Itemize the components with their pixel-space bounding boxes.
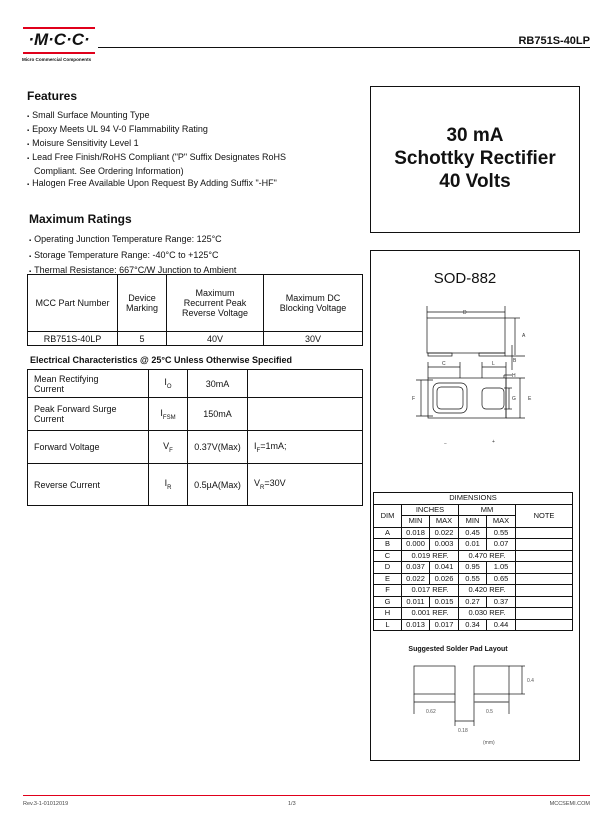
- param: Reverse Current: [28, 464, 149, 506]
- cell: 30V: [264, 332, 363, 346]
- col-header: Maximum Recurrent Peak Reverse Voltage: [167, 275, 264, 332]
- col-header: Maximum DC Blocking Voltage: [264, 275, 363, 332]
- table-row: [374, 573, 573, 585]
- table-row: [28, 370, 363, 398]
- cell: E: [374, 573, 402, 585]
- dim-label-e: E: [528, 396, 532, 402]
- col-header: MAX: [430, 516, 459, 528]
- ratings-table: [27, 274, 363, 346]
- cell: 5: [118, 332, 167, 346]
- list-item: ▪ Operating Junction Temperature Range: 125°C: [29, 233, 236, 249]
- dim-label-g: G: [512, 396, 516, 402]
- note-cell: [516, 562, 573, 574]
- list-item: ▪ Lead Free Finish/RoHS Compliant ("P" Suffix Designates RoHS Compliant. See Ordering Information): [27, 151, 327, 177]
- col-header: NOTE: [516, 504, 573, 527]
- cell: 0.018: [402, 527, 430, 539]
- symbol: V: [163, 440, 170, 451]
- condition: [248, 370, 363, 398]
- footer-site[interactable]: MCCSEMI.COM: [549, 801, 590, 807]
- title-voltage: 40 Volts: [439, 171, 511, 192]
- value: 0.37V(Max): [188, 431, 248, 464]
- table-row: [374, 527, 573, 539]
- cell: 0.017: [430, 619, 459, 631]
- condition: $I_F=1mA$;: [248, 431, 363, 464]
- param: Peak Forward Surge Current: [28, 398, 149, 431]
- elec-table: [27, 369, 363, 506]
- solder-title: Suggested Solder Pad Layout: [408, 646, 508, 653]
- col-header: INCHES: [402, 504, 459, 516]
- cell: 0.37: [487, 596, 516, 608]
- cell: 0.55: [459, 573, 487, 585]
- table-row: [28, 398, 363, 431]
- cell: 0.037: [402, 562, 430, 574]
- cell: 0.000: [402, 539, 430, 551]
- cell: 0.022: [430, 527, 459, 539]
- pad-width-label: 0.62: [426, 709, 436, 715]
- cell: 0.07: [487, 539, 516, 551]
- footer-rev: Rev.3-1-01012019: [23, 801, 69, 807]
- cell: 0.45: [459, 527, 487, 539]
- table-row: [374, 585, 573, 597]
- condition: [248, 398, 363, 431]
- cell: 1.05: [487, 562, 516, 574]
- anode-mark: +: [492, 439, 495, 445]
- footer-page: 1/3: [288, 801, 296, 807]
- symbol-sub: R: [167, 484, 172, 491]
- cell: G: [374, 596, 402, 608]
- elec-heading: Electrical Characteristics @ 25°C Unless Otherwise Specified: [30, 355, 292, 365]
- symbol-sub: FSM: [162, 414, 176, 421]
- cell: RB751S-40LP: [28, 332, 118, 346]
- max-ratings-heading: Maximum Ratings: [29, 212, 132, 226]
- cell: 0.003: [430, 539, 459, 551]
- dim-label-h: H: [512, 373, 516, 379]
- unit-label: (mm): [483, 740, 495, 746]
- cell: 0.019 REF.: [402, 550, 459, 562]
- table-row: [374, 550, 573, 562]
- table-row: [28, 332, 363, 346]
- cell: 40V: [167, 332, 264, 346]
- package-name: SOD-882: [433, 270, 497, 287]
- table-row: [28, 464, 363, 506]
- table-row: [374, 539, 573, 551]
- col-header: MAX: [487, 516, 516, 528]
- list-item: ▪ Epoxy Meets UL 94 V-0 Flammability Rating: [27, 123, 327, 137]
- pad-label: 0.5: [486, 709, 493, 715]
- pad-gap-label: 0.18: [458, 728, 468, 734]
- condition: $V_R=30V$: [248, 464, 363, 506]
- header-rule: [98, 47, 590, 48]
- cathode-mark: −: [444, 441, 447, 447]
- table-row: [374, 608, 573, 620]
- features-list: [27, 109, 327, 191]
- list-item: ▪ Thermal Resistance: 667°C/W Junction to Ambient: [29, 264, 236, 280]
- title-box: [370, 86, 580, 233]
- cell: 0.041: [430, 562, 459, 574]
- list-item: ▪ Small Surface Mounting Type: [27, 109, 327, 123]
- param: Forward Voltage: [28, 431, 149, 464]
- cell: B: [374, 539, 402, 551]
- col-header: MIN: [459, 516, 487, 528]
- cell: L: [374, 619, 402, 631]
- cell: 0.015: [430, 596, 459, 608]
- cell: H: [374, 608, 402, 620]
- cell: 0.013: [402, 619, 430, 631]
- value: 0.5µA(Max): [188, 464, 248, 506]
- max-ratings-list: [29, 233, 236, 280]
- note-cell: [516, 527, 573, 539]
- cell: D: [374, 562, 402, 574]
- cell: 0.01: [459, 539, 487, 551]
- symbol-sub: O: [166, 383, 172, 390]
- col-header: Device Marking: [118, 275, 167, 332]
- cell: 0.65: [487, 573, 516, 585]
- cell: 0.001 REF.: [402, 608, 459, 620]
- note-cell: [516, 596, 573, 608]
- col-header: DIM: [374, 504, 402, 527]
- value: 30mA: [188, 370, 248, 398]
- symbol: I: [164, 377, 167, 388]
- cell: 0.34: [459, 619, 487, 631]
- table-row: [374, 596, 573, 608]
- cell: 0.030 REF.: [459, 608, 516, 620]
- cell: 0.011: [402, 596, 430, 608]
- dim-label-b: B: [513, 358, 517, 364]
- title-type: Schottky Rectifier: [394, 148, 556, 169]
- dim-title: DIMENSIONS: [374, 493, 573, 505]
- cell: 0.470 REF.: [459, 550, 516, 562]
- cell: A: [374, 527, 402, 539]
- package-drawing: [400, 300, 550, 460]
- solder-pad-left: [414, 666, 455, 694]
- dim-label-c: C: [442, 361, 446, 367]
- note-cell: [516, 585, 573, 597]
- cell: 0.44: [487, 619, 516, 631]
- col-header: MCC Part Number: [28, 275, 118, 332]
- cell: 0.55: [487, 527, 516, 539]
- cell: 0.022: [402, 573, 430, 585]
- dim-label-l: L: [492, 361, 495, 367]
- table-row: [374, 562, 573, 574]
- cell: 0.27: [459, 596, 487, 608]
- cell: 0.95: [459, 562, 487, 574]
- dim-label-d: D: [463, 310, 467, 316]
- value: 150mA: [188, 398, 248, 431]
- col-header: MIN: [402, 516, 430, 528]
- note-cell: [516, 573, 573, 585]
- col-header: MM: [459, 504, 516, 516]
- features-heading: Features: [27, 89, 78, 103]
- dim-label-f: F: [412, 396, 416, 402]
- note-cell: [516, 539, 573, 551]
- table-row: [28, 431, 363, 464]
- part-number-header: RB751S-40LP: [518, 35, 590, 47]
- solder-pad-drawing: [405, 660, 545, 750]
- table-row: [374, 619, 573, 631]
- cell: C: [374, 550, 402, 562]
- param: Mean Rectifying Current: [28, 370, 149, 398]
- solder-pad-right: [474, 666, 509, 694]
- title-current: 30 mA: [446, 125, 504, 146]
- note-cell: [516, 608, 573, 620]
- note-cell: [516, 550, 573, 562]
- cell: F: [374, 585, 402, 597]
- cell: 0.026: [430, 573, 459, 585]
- symbol: I: [160, 407, 163, 418]
- note-cell: [516, 619, 573, 631]
- symbol-sub: F: [169, 447, 173, 454]
- bottom-view: [416, 362, 525, 418]
- cell: 0.420 REF.: [459, 585, 516, 597]
- dim-label-a: A: [522, 333, 526, 339]
- symbol: I: [164, 478, 168, 489]
- pad-height-label: 0.4: [527, 678, 534, 684]
- dimensions-table: [373, 492, 573, 631]
- footer-rule: [23, 795, 590, 796]
- list-item: ▪ Storage Temperature Range: -40°C to +125°C: [29, 249, 236, 265]
- list-item: ▪ Moisure Sensitivity Level 1: [27, 137, 327, 151]
- cell: 0.017 REF.: [402, 585, 459, 597]
- list-item: ▪ Halogen Free Available Upon Request By Adding Suffix "-HF": [27, 177, 327, 191]
